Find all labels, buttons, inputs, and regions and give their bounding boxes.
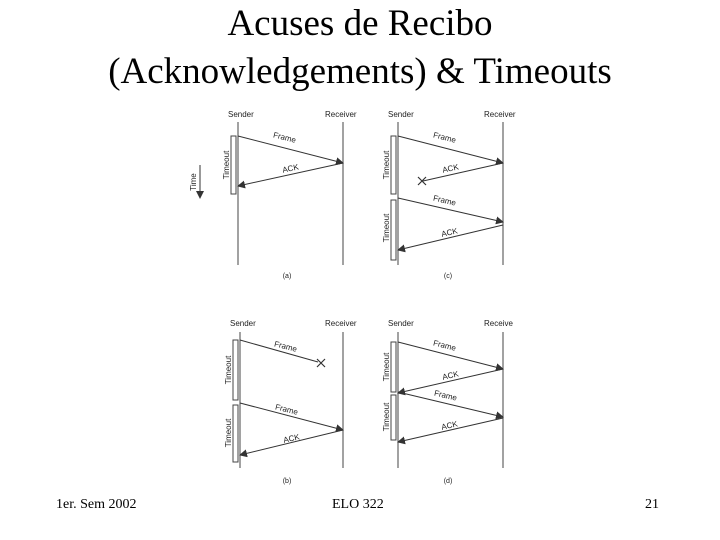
panel-c-timeout-label-1: Timeout [382, 150, 391, 180]
panel-d-timeout-label-2: Timeout [382, 402, 391, 432]
panel-d-frame-label-1: Frame [432, 338, 457, 353]
panel-d-timeout-bar-1 [391, 342, 396, 392]
panel-b-timeout-bar-2 [233, 405, 238, 462]
panel-d-timeout-bar-2 [391, 395, 396, 440]
panel-c [382, 110, 516, 280]
panel-c-caption: (c) [443, 273, 453, 280]
panel-a-frame-label: Frame [272, 130, 297, 145]
panel-c-frame-label-1: Frame [432, 130, 457, 145]
panel-c-timeout-bar-1 [391, 136, 396, 194]
panel-b-timeout-bar-1 [233, 340, 238, 400]
panel-b-sender-label: Sender [230, 319, 256, 328]
panel-d [382, 319, 513, 485]
panel-c-sender-label: Sender [388, 110, 414, 119]
panel-c-receiver-label: Receiver [484, 110, 516, 119]
panel-d-ack-label-1: ACK [441, 369, 460, 382]
panel-d-frame-label-2: Frame [433, 388, 458, 403]
panel-a-timeout-label: Timeout [222, 150, 231, 180]
panel-d-timeout-label-1: Timeout [382, 352, 391, 382]
panel-b-frame-label-2: Frame [274, 402, 299, 417]
panel-b [224, 319, 357, 485]
time-axis [189, 165, 200, 198]
panel-d-sender-label: Sender [388, 319, 414, 328]
panel-b-caption: (b) [282, 478, 292, 485]
panel-b-receiver-label: Receiver [325, 319, 357, 328]
panel-b-frame-label-1: Frame [273, 339, 298, 354]
panel-a-ack-label: ACK [281, 162, 300, 175]
panel-d-ack-label-2: ACK [440, 419, 459, 432]
panel-c-timeout-bar-2 [391, 200, 396, 260]
panel-c-ack-arrow-lost [423, 163, 503, 181]
panel-c-frame-label-2: Frame [432, 193, 457, 208]
panel-a-receiver-label: Receiver [325, 110, 357, 119]
slide-title-line2: (Acknowledgements) & Timeouts [108, 51, 612, 92]
panel-b-timeout-label-2: Timeout [224, 418, 233, 448]
panel-b-timeout-label-1: Timeout [224, 355, 233, 385]
panel-c-ack-label-1: ACK [441, 162, 460, 175]
slide-title-line1: Acuses de Recibo [227, 3, 493, 44]
panel-a-caption: (a) [282, 273, 292, 280]
footer-course: ELO 322 [332, 497, 384, 512]
panel-c-ack-label-2: ACK [440, 226, 459, 239]
panel-b-lost-marker-x [317, 359, 325, 367]
panel-a [222, 110, 357, 280]
panel-d-caption: (d) [443, 478, 453, 485]
panel-c-timeout-label-2: Timeout [382, 213, 391, 243]
panel-a-sender-label: Sender [228, 110, 254, 119]
panel-b-ack-label: ACK [282, 432, 301, 445]
footer-page-number: 21 [645, 497, 659, 512]
panel-a-timeout-bar [231, 136, 236, 194]
panel-d-receiver-label: Receive [484, 319, 513, 328]
time-axis-label: Time [189, 173, 198, 191]
footer-semester: 1er. Sem 2002 [56, 497, 137, 512]
